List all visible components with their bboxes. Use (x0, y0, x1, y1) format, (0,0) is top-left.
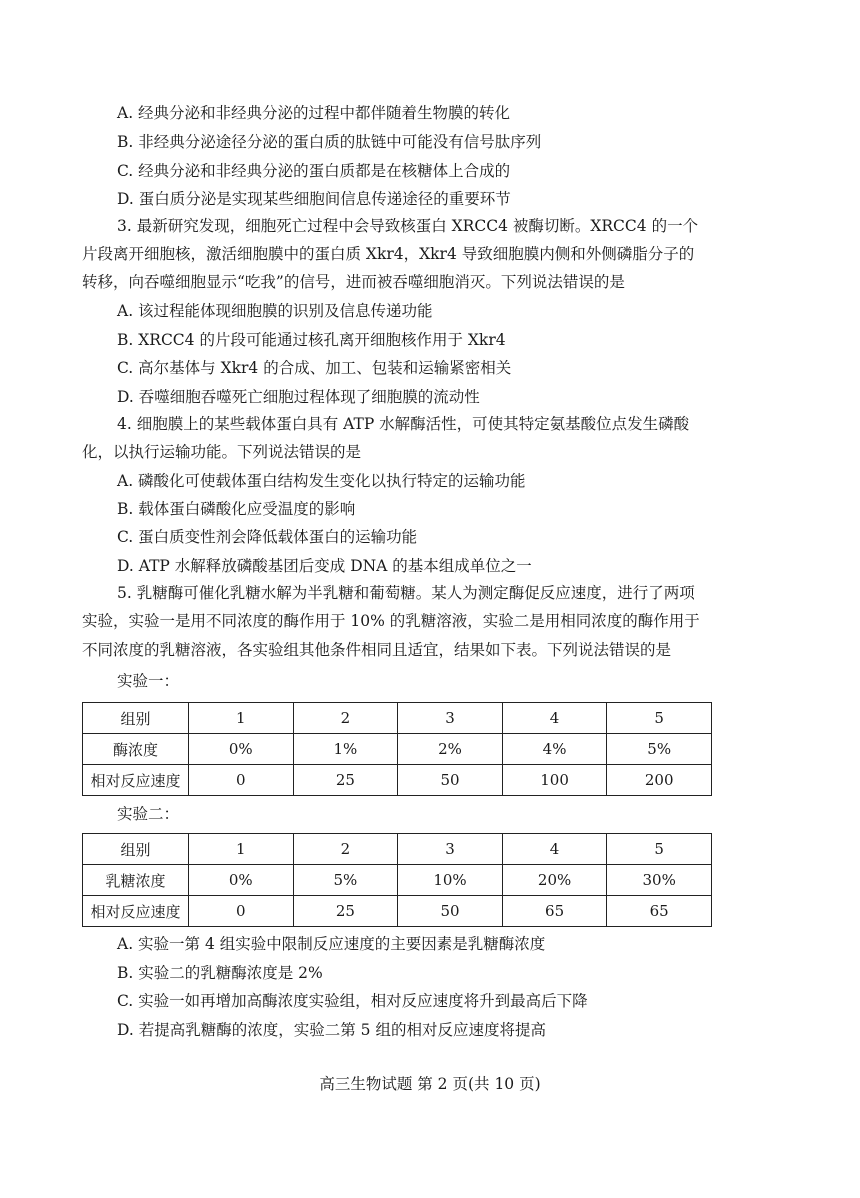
table-row (83, 734, 712, 765)
exp2-label: 实验二： (117, 805, 180, 823)
table-cell: 0 (189, 765, 294, 796)
table-cell: 65 (607, 896, 712, 927)
q3-option-d: D. 吞噬细胞吞噬死亡细胞过程体现了细胞膜的流动性 (117, 388, 480, 406)
exp1-label: 实验一： (117, 672, 180, 690)
q3-option-a: A. 该过程能体现细胞膜的识别及信息传递功能 (117, 302, 433, 320)
q5-option-b: B. 实验二的乳糖酶浓度是 2% (117, 964, 323, 982)
q4-option-c: C. 蛋白质变性剂会降低载体蛋白的运输功能 (117, 528, 418, 546)
table-cell: 0 (189, 896, 294, 927)
table-cell: 20% (502, 865, 607, 896)
table-cell: 酶浓度 (83, 734, 189, 765)
table-cell: 100 (502, 765, 607, 796)
table-cell: 30% (607, 865, 712, 896)
table-cell: 5% (293, 865, 398, 896)
q3-option-b: B. XRCC4 的片段可能通过核孔离开细胞核作用于 Xkr4 (117, 331, 506, 349)
exp1-table (82, 702, 712, 796)
q5-stem-line-3: 不同浓度的乳糖溶液，各实验组其他条件相同且适宜，结果如下表。下列说法错误的是 (82, 641, 672, 659)
table-cell: 4% (502, 734, 607, 765)
q5-stem-line-1: 5. 乳糖酶可催化乳糖水解为半乳糖和葡萄糖。某人为测定酶促反应速度，进行了两项 (117, 584, 695, 602)
q5-option-c: C. 实验一如再增加高酶浓度实验组，相对反应速度将升到最高后下降 (117, 992, 588, 1010)
table-cell: 65 (502, 896, 607, 927)
table-cell: 4 (502, 703, 607, 734)
table-cell: 2 (293, 834, 398, 865)
table-cell: 200 (607, 765, 712, 796)
table-cell: 10% (398, 865, 503, 896)
q3-stem-line-1: 3. 最新研究发现，细胞死亡过程中会导致核蛋白 XRCC4 被酶切断。XRCC4 的一个 (117, 217, 699, 235)
q4-stem-line-2: 化，以执行运输功能。下列说法错误的是 (82, 443, 362, 461)
table-cell: 3 (398, 703, 503, 734)
table-cell: 1% (293, 734, 398, 765)
table-cell: 5 (607, 834, 712, 865)
table-cell: 1 (189, 703, 294, 734)
q2-option-a: A. 经典分泌和非经典分泌的过程中都伴随着生物膜的转化 (117, 104, 511, 122)
table-cell: 相对反应速度 (83, 896, 189, 927)
q3-stem-line-3: 转移，向吞噬细胞显示“吃我”的信号，进而被吞噬细胞消灭。下列说法错误的是 (82, 273, 625, 291)
q5-option-a: A. 实验一第 4 组实验中限制反应速度的主要因素是乳糖酶浓度 (117, 935, 546, 953)
table-cell: 3 (398, 834, 503, 865)
q2-option-c: C. 经典分泌和非经典分泌的蛋白质都是在核糖体上合成的 (117, 162, 511, 180)
table-cell: 5 (607, 703, 712, 734)
exp2-table (82, 833, 712, 927)
q3-option-c: C. 高尔基体与 Xkr4 的合成、加工、包装和运输紧密相关 (117, 359, 512, 377)
q2-option-b: B. 非经典分泌途径分泌的蛋白质的肽链中可能没有信号肽序列 (117, 133, 542, 151)
table-cell: 相对反应速度 (83, 765, 189, 796)
table-cell: 组别 (83, 834, 189, 865)
table-cell: 2 (293, 703, 398, 734)
table-row (83, 765, 712, 796)
table-cell: 25 (293, 896, 398, 927)
q4-option-d: D. ATP 水解释放磷酸基团后变成 DNA 的基本组成单位之一 (117, 557, 532, 575)
q4-option-b: B. 载体蛋白磷酸化应受温度的影响 (117, 500, 356, 518)
table-cell: 4 (502, 834, 607, 865)
table-row (83, 834, 712, 865)
table-cell: 50 (398, 896, 503, 927)
table-row (83, 896, 712, 927)
q4-option-a: A. 磷酸化可使载体蛋白结构发生变化以执行特定的运输功能 (117, 472, 526, 490)
q5-option-d: D. 若提高乳糖酶的浓度，实验二第 5 组的相对反应速度将提高 (117, 1021, 546, 1039)
table-row (83, 865, 712, 896)
table-cell: 0% (189, 734, 294, 765)
table-cell: 乳糖浓度 (83, 865, 189, 896)
table-cell: 0% (189, 865, 294, 896)
table-cell: 5% (607, 734, 712, 765)
q3-stem-line-2: 片段离开细胞核，激活细胞膜中的蛋白质 Xkr4，Xkr4 导致细胞膜内侧和外侧磷脂分子的 (82, 245, 695, 263)
q5-stem-line-2: 实验，实验一是用不同浓度的酶作用于 10% 的乳糖溶液，实验二是用相同浓度的酶作用于 (82, 612, 700, 630)
table-cell: 1 (189, 834, 294, 865)
table-cell: 25 (293, 765, 398, 796)
table-row (83, 703, 712, 734)
table-cell: 50 (398, 765, 503, 796)
q4-stem-line-1: 4. 细胞膜上的某些载体蛋白具有 ATP 水解酶活性，可使其特定氨基酸位点发生磷酸 (117, 415, 690, 433)
page-footer: 高三生物试题 第 2 页(共 10 页) (319, 1075, 541, 1093)
q2-option-d: D. 蛋白质分泌是实现某些细胞间信息传递途径的重要环节 (117, 190, 511, 208)
table-cell: 组别 (83, 703, 189, 734)
table-cell: 2% (398, 734, 503, 765)
